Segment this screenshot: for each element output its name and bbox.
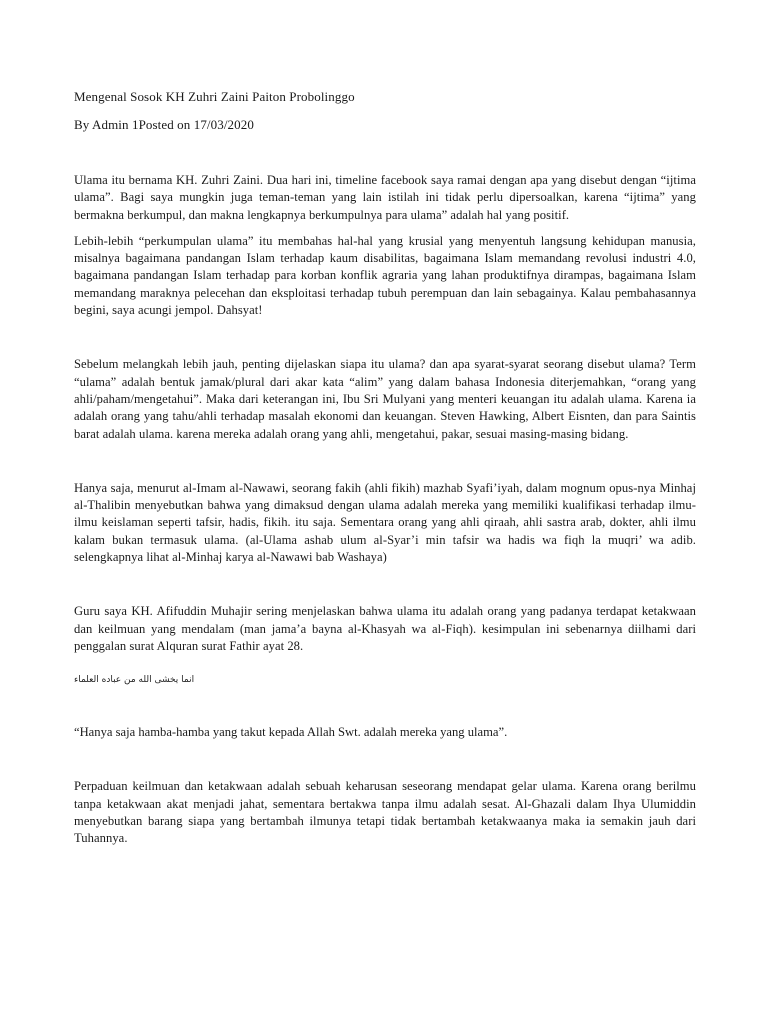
paragraph-7: Perpaduan keilmuan dan ketakwaan adalah sebuah keharusan seseorang mendapat gelar ulama. Karena orang berilmu tanpa ketakwaan akat menjadi jahat, sementara bertakwa tanpa ilmu adalah sesat. Al-Ghazali dalam Ihya Ulumiddin menyebutkan barang siapa yang bertambah ilmunya tetapi tidak bertambah ketakwaanya maka ia semakin jauh dari Tuhannya. [74,779,696,846]
spacer [74,319,696,356]
document-byline: By Admin 1Posted on 17/03/2020 [74,117,254,132]
spacer [74,443,696,480]
arabic-verse: انما يخشى الله من عباده العلماء [74,675,195,686]
spacer [74,224,696,233]
spacer [74,741,696,778]
spacer [74,655,696,673]
document-title: Mengenal Sosok KH Zuhri Zaini Paiton Probolinggo [74,89,355,104]
paragraph-3: Sebelum melangkah lebih jauh, penting dijelaskan siapa itu ulama? dan apa syarat-syarat seorang disebut ulama? Term “ulama” adalah bentuk jamak/plural dari akar kata “alim” yang dalam bahasa Indonesia diterjemahkan, “orang yang ahli/paham/mengetahui”. Maka dari keterangan ini, Ibu Sri Mulyani yang menteri keuangan itu adalah ulama. Karena ia adalah orang yang tahu/ahli terhadap masalah ekonomi dan keuangan. Steven Hawking, Albert Eisnten, dan para Saintis barat adalah ulama. karena mereka adalah orang yang ahli, mengetahui, pakar, sesuai masing-masing bidang. [74,357,696,441]
quote-translation: “Hanya saja hamba-hamba yang takut kepada Allah Swt. adalah mereka yang ulama”. [74,725,508,740]
paragraph-4: Hanya saja, menurut al-Imam al-Nawawi, seorang fakih (ahli fikih) mazhab Syafi’iyah, dalam mognum opus-nya Minhaj al-Thalibin menyebutkan bahwa yang dimaksud dengan ulama adalah mereka yang memiliki kualifikasi terhadap ilmu-ilmu keislaman seperti tafsir, hadis, fikih. itu saja. Sementara orang yang ahli qiraah, ahli sastra arab, dokter, ahli ilmu kalam bukan termasuk ulama. (al-Ulama ashab ulum al-Syar’i min tafsir wa hadis wa fiqh la muqri’ wa adib. selengkapnya lihat al-Minhaj karya al-Nawawi bab Washaya) [74,480,696,565]
paragraph-5: Guru saya KH. Afifuddin Muhajir sering menjelaskan bahwa ulama itu adalah orang yang padanya terdapat ketakwaan dan keilmuan yang mendalam (man jama’a bayna al-Khasyah wa al-Fiqh). kesimpulan ini sebenarnya diilhami dari penggalan surat Alquran surat Fathir ayat 28. [74,604,696,653]
paragraph-2: Lebih-lebih “perkumpulan ulama” itu membahas hal-hal yang krusial yang menyentuh langsung kehidupan manusia, misalnya bagaimana pandangan Islam terhadap kaum disabilitas, bagaimana Islam memandang revolusi industri 4.0, bagaimana pandangan Islam terhadap para korban konflik agraria yang lahan produktifnya dirampas, bagaimana Islam memandang maraknya pelecehan dan eksploitasi terhadap tubuh perempuan dan lain sebagainya. Kalau pembahasannya begini, saya acungi jempol. Dahsyat! [74,233,696,318]
spacer [74,687,696,724]
document-page [74,88,696,847]
paragraph-1: Ulama itu bernama KH. Zuhri Zaini. Dua hari ini, timeline facebook saya ramai dengan apa yang disebut dengan “ijtima ulama”. Bagi saya mungkin juga teman-teman yang lain istilah ini tidak perlu dipersoalkan, karena “ijtima” yang bermakna berkumpul, dan makna lengkapnya berkumpulnya para ulama” adalah hal yang positif. [74,173,696,222]
spacer [74,566,696,603]
